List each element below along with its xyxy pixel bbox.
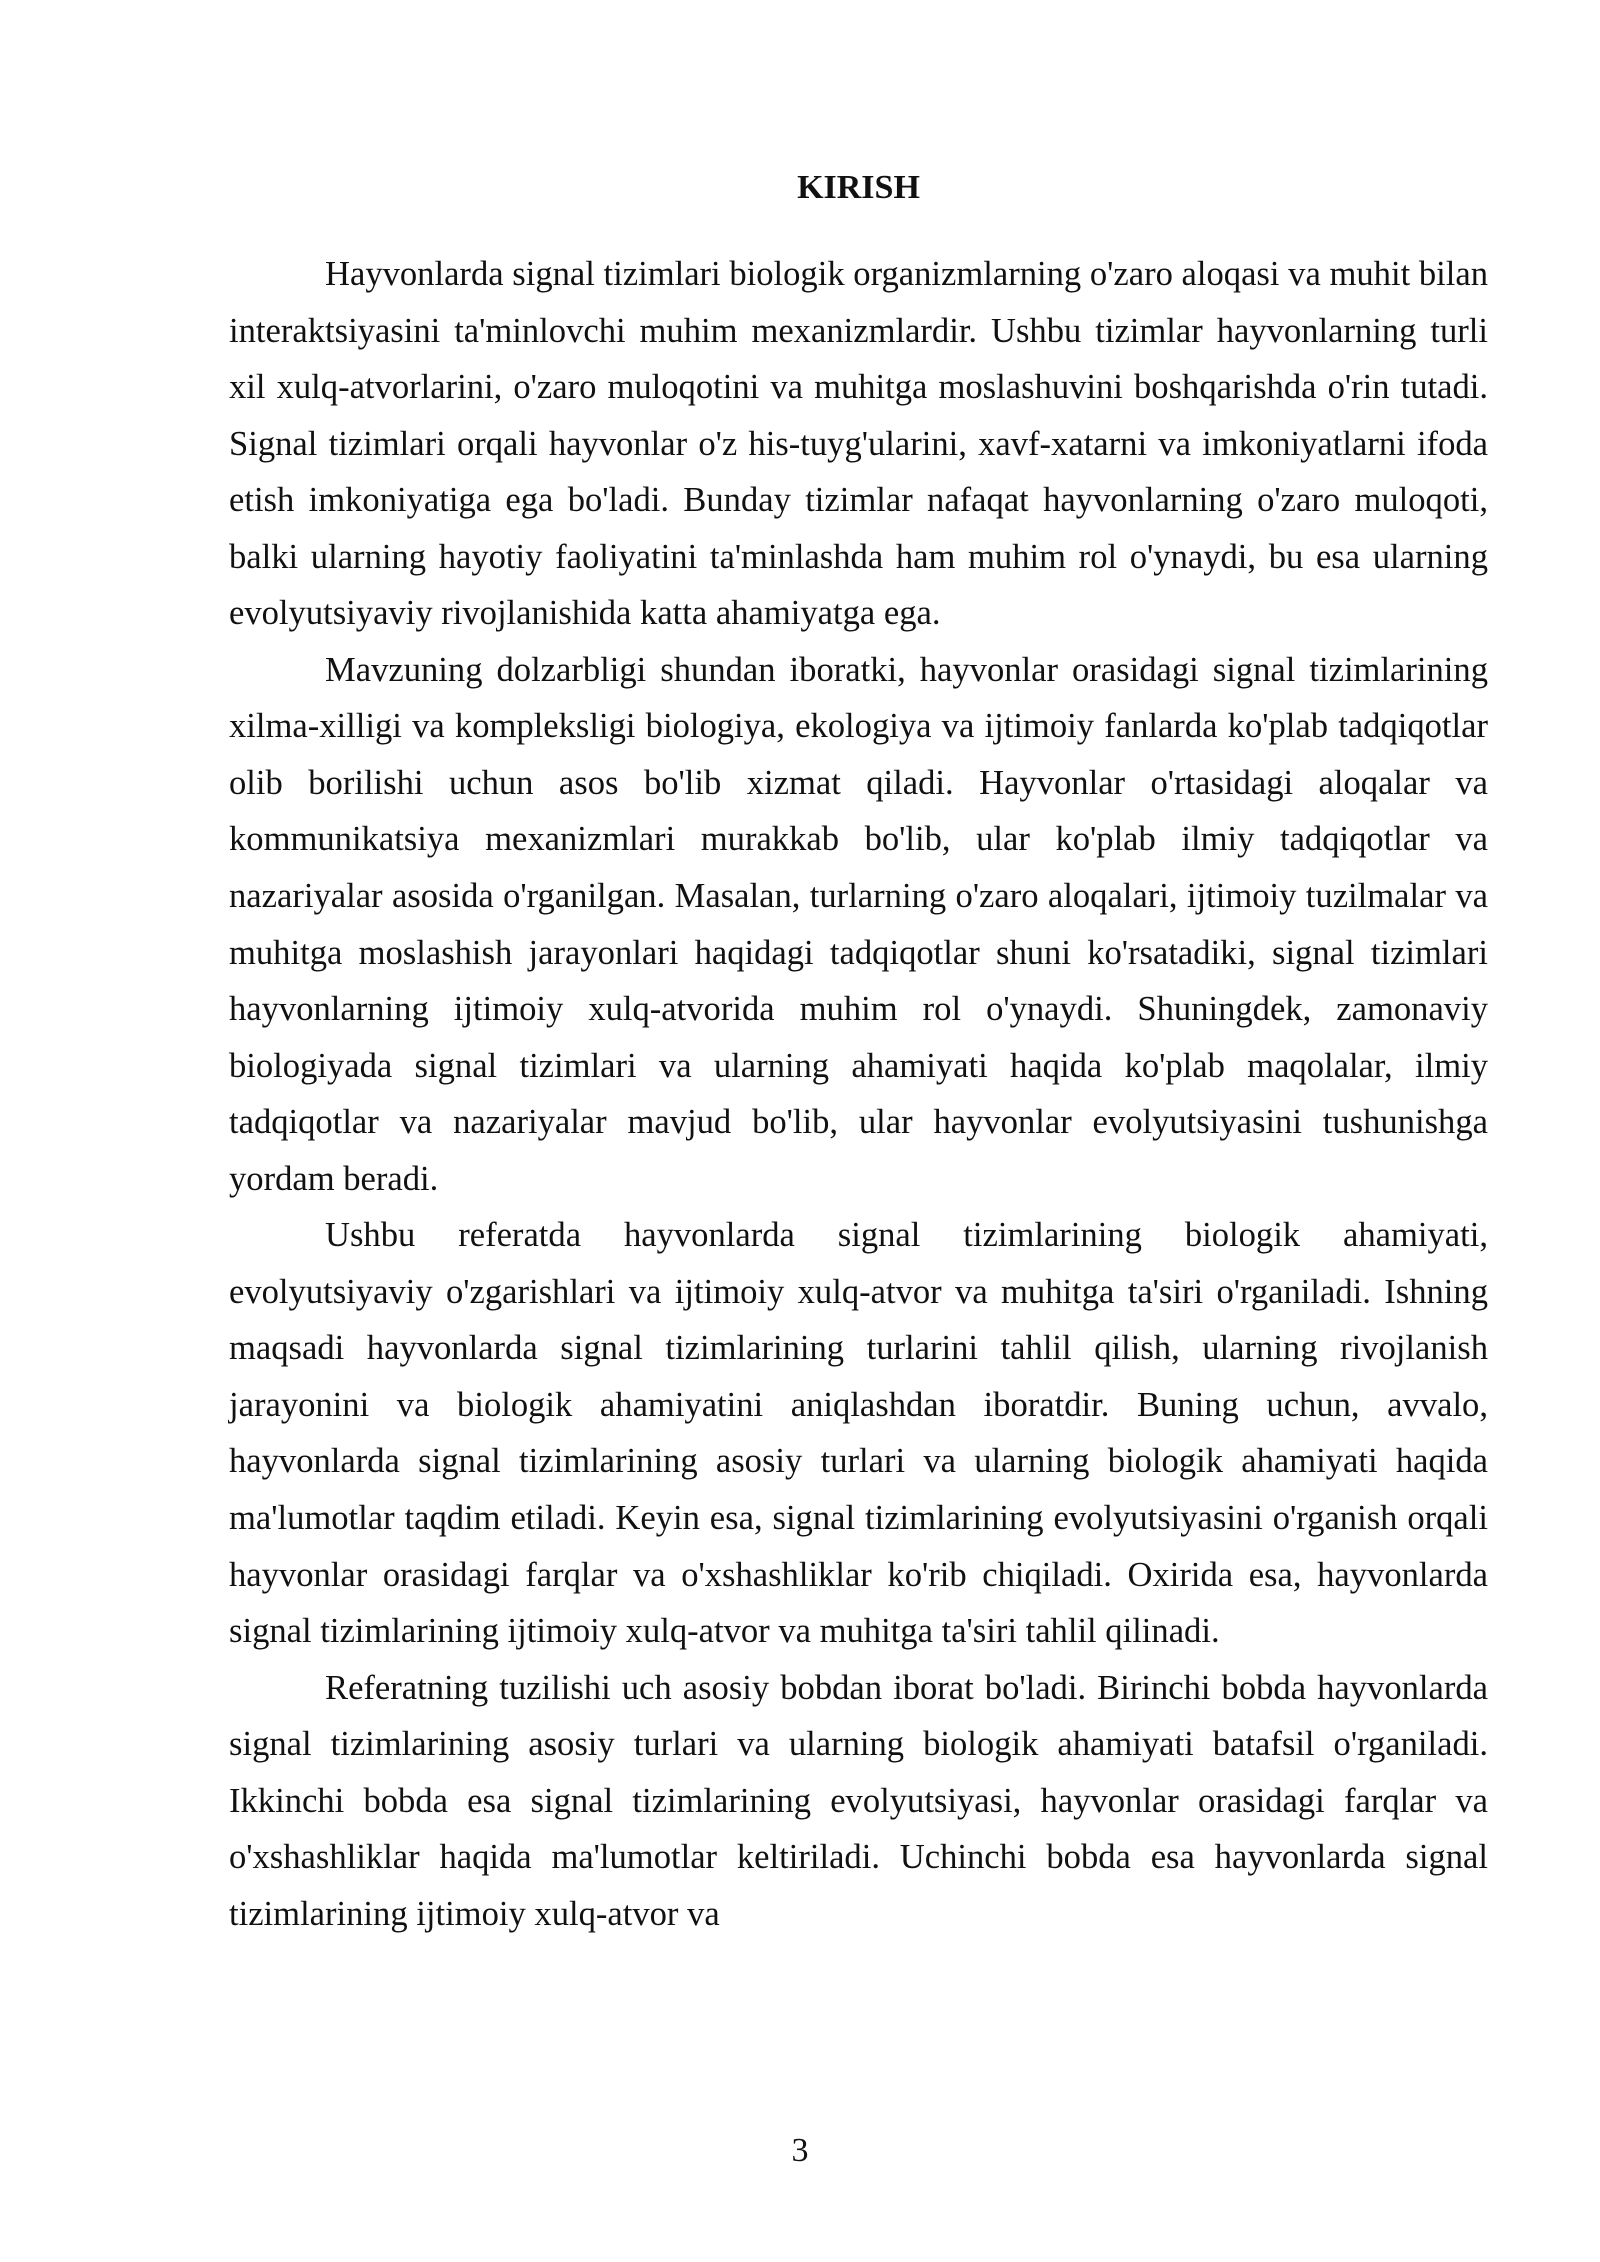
page-content (229, 160, 1488, 1942)
paragraph-purpose: Ushbu referatda hayvonlarda signal tizimlarining biologik ahamiyati, evolyutsiyaviy o'zgarishlari va ijtimoiy xulq-atvor va muhitga ta'siri o'rganiladi. Ishning maqsadi hayvonlarda signal tizimlarining turlarini tahlil qilish, ularning rivojlanish jarayonini va biologik ahamiyatini aniqlashdan iboratdir. Buning uchun, avvalo, hayvonlarda signal tizimlarining asosiy turlari va ularning biologik ahamiyati haqida ma'lumotlar taqdim etiladi. Keyin esa, signal tizimlarining evolyutsiyasini o'rganish orqali hayvonlar orasidagi farqlar va o'xshashliklar ko'rib chiqiladi. Oxirida esa, hayvonlarda signal tizimlarining ijtimoiy xulq-atvor va muhitga ta'siri tahlil qilinadi. (229, 1216, 1488, 1651)
paragraph-structure: Referatning tuzilishi uch asosiy bobdan iborat bo'ladi. Birinchi bobda hayvonlarda signal tizimlarining asosiy turlari va ularning biologik ahamiyati batafsil o'rganiladi. Ikkinchi bobda esa signal tizimlarining evolyutsiyasi, hayvonlar orasidagi farqlar va o'xshashliklar haqida ma'lumotlar keltiriladi. Uchinchi bobda esa hayvonlarda signal tizimlarining ijtimoiy xulq-atvor va (229, 1668, 1488, 1933)
paragraph-relevance: Mavzuning dolzarbligi shundan iboratki, hayvonlar orasidagi signal tizimlarining xilma-xilligi va kompleksligi biologiya, ekologiya va ijtimoiy fanlarda ko'plab tadqiqotlar olib borilishi uchun asos bo'lib xizmat qiladi. Hayvonlar o'rtasidagi aloqalar va kommunikatsiya mexanizmlari murakkab bo'lib, ular ko'plab ilmiy tadqiqotlar va nazariyalar asosida o'rganilgan. Masalan, turlarning o'zaro aloqalari, ijtimoiy tuzilmalar va muhitga moslashish jarayonlari haqidagi tadqiqotlar shuni ko'rsatadiki, signal tizimlari hayvonlarning ijtimoiy xulq-atvorida muhim rol o'ynaydi. Shuningdek, zamonaviy biologiyada signal tizimlari va ularning ahamiyati haqida ko'plab maqolalar, ilmiy tadqiqotlar va nazariyalar mavjud bo'lib, ular hayvonlar evolyutsiyasini tushunishga yordam beradi. (229, 650, 1488, 1198)
page-number: 3 (791, 2132, 809, 2169)
page-title: KIRISH (797, 169, 920, 206)
paragraph-intro: Hayvonlarda signal tizimlari biologik organizmlarning o'zaro aloqasi va muhit bilan interaktsiyasini ta'minlovchi muhim mexanizmlardir. Ushbu tizimlar hayvonlarning turli xil xulq-atvorlarini, o'zaro muloqotini va muhitga moslashuvini boshqarishda o'rin tutadi. Signal tizimlari orqali hayvonlar o'z his-tuyg'ularini, xavf-xatarni va imkoniyatlarni ifoda etish imkoniyatiga ega bo'ladi. Bunday tizimlar nafaqat hayvonlarning o'zaro muloqoti, balki ularning hayotiy faoliyatini ta'minlashda ham muhim rol o'ynaydi, bu esa ularning evolyutsiyaviy rivojlanishida katta ahamiyatga ega. (229, 255, 1488, 633)
